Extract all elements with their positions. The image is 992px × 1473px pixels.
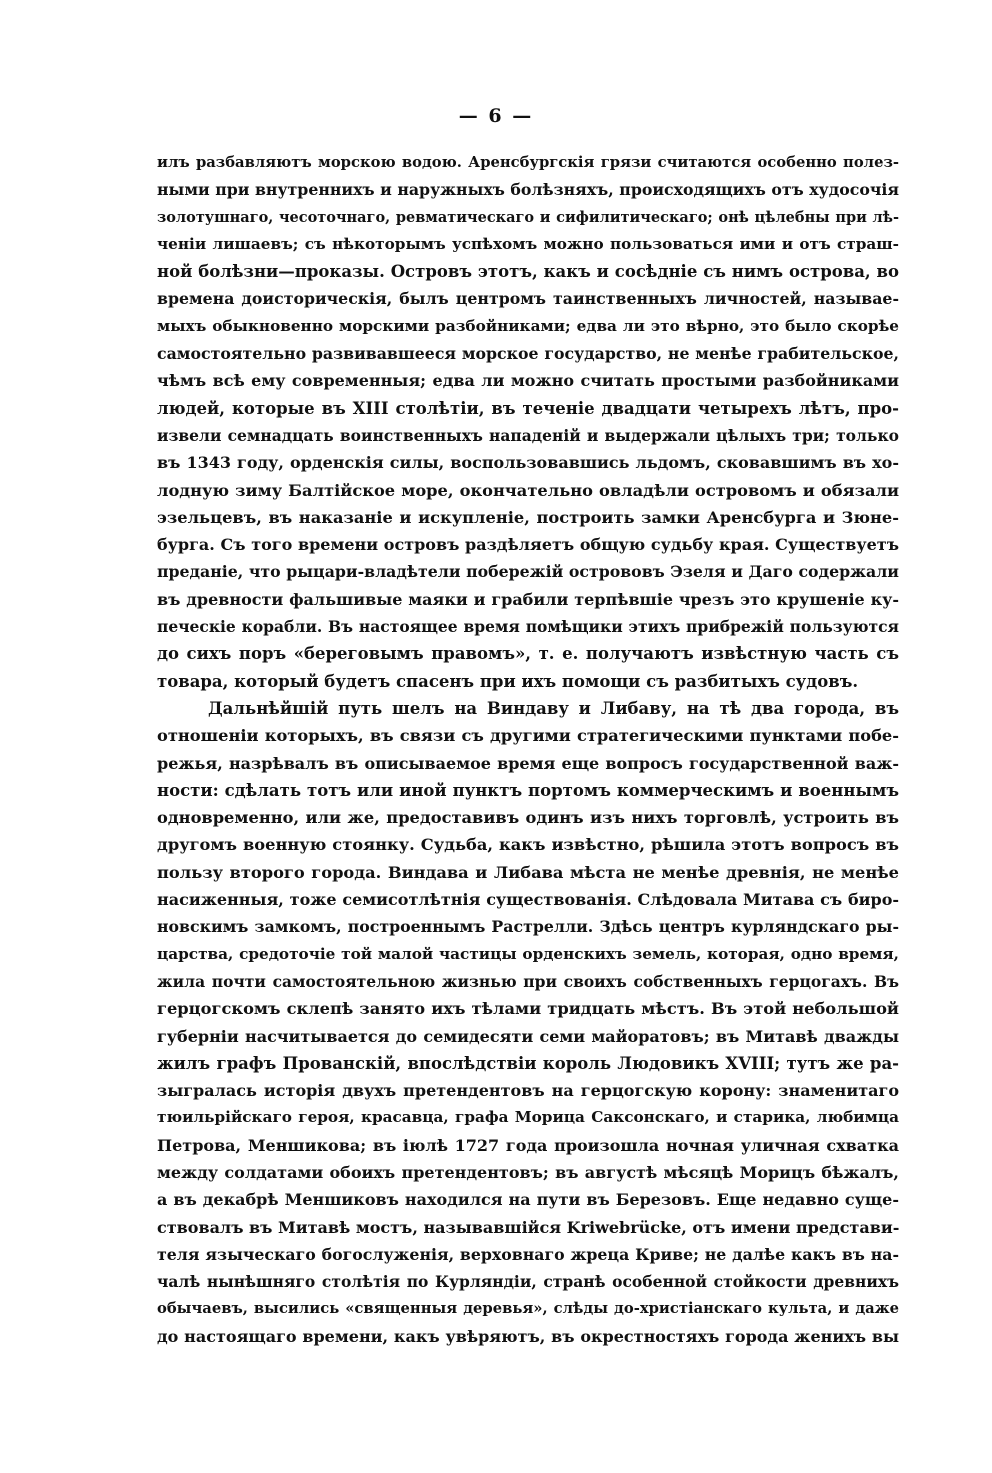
text-line: бурга. Съ того времени островъ раздѣляетъ общую судьбу края. Существуетъ	[157, 535, 899, 555]
text-line: губерніи насчитывается до семидесяти семи майоратовъ; въ Митавѣ дважды	[157, 1026, 899, 1046]
paragraph-1	[157, 149, 899, 695]
text-line: людей, которые въ XIII столѣтіи, въ теченіе двадцати четырехъ лѣтъ, про-	[157, 398, 899, 418]
text-line: пользу второго города. Виндава и Либава мѣста не менѣе древнія, не менѣе	[157, 862, 899, 882]
text-line: печескіе корабли. Въ настоящее время помѣщики этихъ прибрежій пользуются	[157, 617, 899, 637]
text-line: чалѣ нынѣшняго столѣтія по Курляндіи, странѣ особенной стойкости древнихъ	[157, 1272, 899, 1292]
text-line: илъ разбавляютъ морскою водою. Аренсбургскія грязи считаются особенно полез-	[157, 154, 899, 171]
text-line: въ 1343 году, орденскія силы, воспользовавшись льдомъ, сковавшимъ въ хо-	[157, 453, 899, 473]
text-line: чѣмъ всѣ ему современныя; едва ли можно считать простыми разбойниками	[157, 371, 899, 391]
text-line: жила почти самостоятельною жизнью при своихъ собственныхъ герцогахъ. Въ	[157, 971, 899, 991]
text-line: другомъ военную стоянку. Судьба, какъ извѣстно, рѣшила этотъ вопросъ въ	[157, 835, 899, 855]
text-line: времена доисторическія, былъ центромъ таинственныхъ личностей, называе-	[157, 289, 899, 309]
text-line: герцогскомъ склепѣ занято ихъ тѣлами тридцать мѣстъ. Въ этой небольшой	[157, 999, 899, 1019]
text-line: ности: сдѣлать тотъ или иной пунктъ портомъ коммерческимъ и военнымъ	[157, 780, 899, 800]
text-line: режья, назрѣвалъ въ описываемое время еще вопросъ государственной важ-	[157, 753, 899, 773]
body-text	[157, 149, 899, 1350]
text-line: въ древности фальшивые маяки и грабили терпѣвшіе чрезъ это крушеніе ку-	[157, 589, 899, 609]
text-line: насиженныя, тоже семисотлѣтнія существованія. Слѣдовала Митава съ биро-	[157, 890, 899, 910]
text-line: ной болѣзни—проказы. Островъ этотъ, какъ и сосѣдніе съ нимъ острова, во	[157, 262, 899, 282]
text-line: обычаевъ, высились «священныя деревья», слѣды до-христіанскаго культа, и даже	[157, 1300, 899, 1318]
text-line: самостоятельно развивавшееся морское государство, не менѣе грабительское,	[157, 344, 899, 364]
text-line: лодную зиму Балтійское море, окончательно овладѣли островомъ и обязали	[157, 480, 899, 500]
text-line: извели семнадцать воинственныхъ нападеній и выдержали цѣлыхъ три; только	[157, 425, 899, 445]
text-line: тюильрійскаго героя, красавца, графа Морица Саксонскаго, и старика, любимца	[157, 1108, 899, 1127]
text-line: преданіе, что рыцари-владѣтели побережій острововъ Эзеля и Даго содержали	[157, 562, 899, 582]
text-line: ченіи лишаевъ; съ нѣкоторымъ успѣхомъ можно пользоваться ими и отъ страш-	[157, 234, 899, 253]
text-line: одновременно, или же, предоставивъ одинъ изъ нихъ торговлѣ, устроить въ	[157, 808, 899, 828]
text-line: новскимъ замкомъ, построеннымъ Растрелли. Здѣсь центръ курляндскаго ры-	[157, 917, 899, 937]
text-line: зыгралась исторія двухъ претендентовъ на герцогскую корону: знаменитаго	[157, 1081, 899, 1101]
text-line: Петрова, Меншикова; въ іюлѣ 1727 года произошла ночная уличная схватка	[157, 1135, 899, 1155]
page-number: — 6 —	[458, 105, 534, 127]
text-line: Дальнѣйшій путь шелъ на Виндаву и Либаву, на тѣ два города, въ	[208, 698, 899, 718]
text-line: до сихъ поръ «береговымъ правомъ», т. е. получаютъ извѣстную часть съ	[157, 644, 899, 664]
text-line: теля языческаго богослуженія, верховнаго жреца Криве; не далѣе какъ въ на-	[157, 1244, 899, 1264]
text-line: а въ декабрѣ Меншиковъ находился на пути въ Березовъ. Еще недавно суще-	[157, 1190, 899, 1210]
text-line: мыхъ обыкновенно морскими разбойниками; едва ли это вѣрно, это было скорѣе	[157, 316, 899, 335]
text-line: товара, который будетъ спасенъ при ихъ помощи съ разбитыхъ судовъ.	[157, 671, 859, 691]
text-line: эзельцевъ, въ наказаніе и искупленіе, построить замки Аренсбурга и Зюне-	[157, 507, 899, 527]
text-line: между солдатами обоихъ претендентовъ; въ августѣ мѣсяцѣ Морицъ бѣжалъ,	[157, 1162, 899, 1182]
text-line: царства, средоточіе той малой частицы орденскихъ земель, которая, одно время,	[157, 944, 899, 963]
text-line: до настоящаго времени, какъ увѣряютъ, въ окрестностяхъ города женихъ вы	[157, 1326, 899, 1346]
text-line: ствовалъ въ Митавѣ мостъ, называвшійся Kriwebrücke, отъ имени представи-	[157, 1217, 899, 1237]
text-line: ными при внутреннихъ и наружныхъ болѣзняхъ, происходящихъ отъ худосочія	[157, 180, 899, 200]
paragraph-2	[157, 695, 899, 1350]
text-line: жилъ графъ Прованскій, впослѣдствіи король Людовикъ XVIII; тутъ же ра-	[157, 1053, 899, 1073]
text-line: отношеніи которыхъ, въ связи съ другими стратегическими пунктами побе-	[157, 726, 899, 746]
text-line: золотушнаго, чесоточнаго, ревматическаго и сифилитическаго; онѣ цѣлебны при лѣ-	[157, 208, 899, 226]
